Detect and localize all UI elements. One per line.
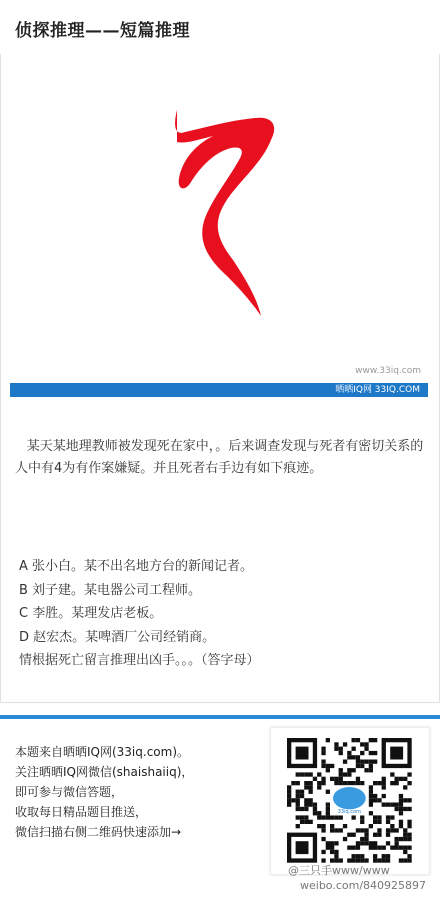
promo-line: 本题来自晒晒IQ网(33iq.com)。 [15, 745, 190, 759]
page-title: 侦探推理——短篇推理 [15, 21, 190, 41]
weibo-handle: @三只手www/www [288, 864, 390, 877]
svg-text:33iq.com: 33iq.com [337, 808, 361, 815]
qr-code-icon [271, 728, 429, 874]
qr-code-panel[interactable] [270, 727, 430, 875]
red-z-clue-mark [1, 54, 439, 414]
promo-text [15, 742, 265, 842]
question-content [0, 414, 440, 703]
promo-line: 关注晒晒IQ网微信(shaishaiiq)， [15, 765, 194, 779]
question-paragraph: 某天某地理教师被发现死在家中，。后来调查发现与死者有密切关系的人中有4为有作案嫌疑。并且死者右手边有如下痕迹。 [15, 439, 424, 476]
option-b: B 刘子建。某电器公司工程师。 [19, 582, 202, 598]
brand-label: 晒晒IQ网 33IQ.COM [335, 385, 420, 395]
option-a: A 张小白。某不出名地方台的新闻记者。 [19, 559, 254, 574]
puzzle-image-card [0, 54, 440, 415]
image-brand-band [10, 383, 428, 397]
option-c: C 李胜。某理发店老板。 [19, 606, 163, 621]
section-divider [0, 715, 440, 719]
promo-line: 微信扫描右侧二维码快速添加→ [15, 825, 182, 839]
page-header [0, 0, 440, 55]
red-z-shape [175, 110, 274, 316]
image-watermark: www.33iq.com [355, 366, 421, 376]
answer-options [19, 555, 429, 673]
option-d: D 赵宏杰。某啤酒厂公司经销商。 [19, 629, 216, 645]
promo-line: 收取每日精品题目推送， [15, 805, 148, 819]
question-prompt: 情根据死亡留言推理出凶手。。。（答字母） [19, 653, 260, 668]
weibo-url: weibo.com/840925897 [300, 879, 427, 892]
promo-line: 即可参与微信答题， [15, 785, 124, 799]
